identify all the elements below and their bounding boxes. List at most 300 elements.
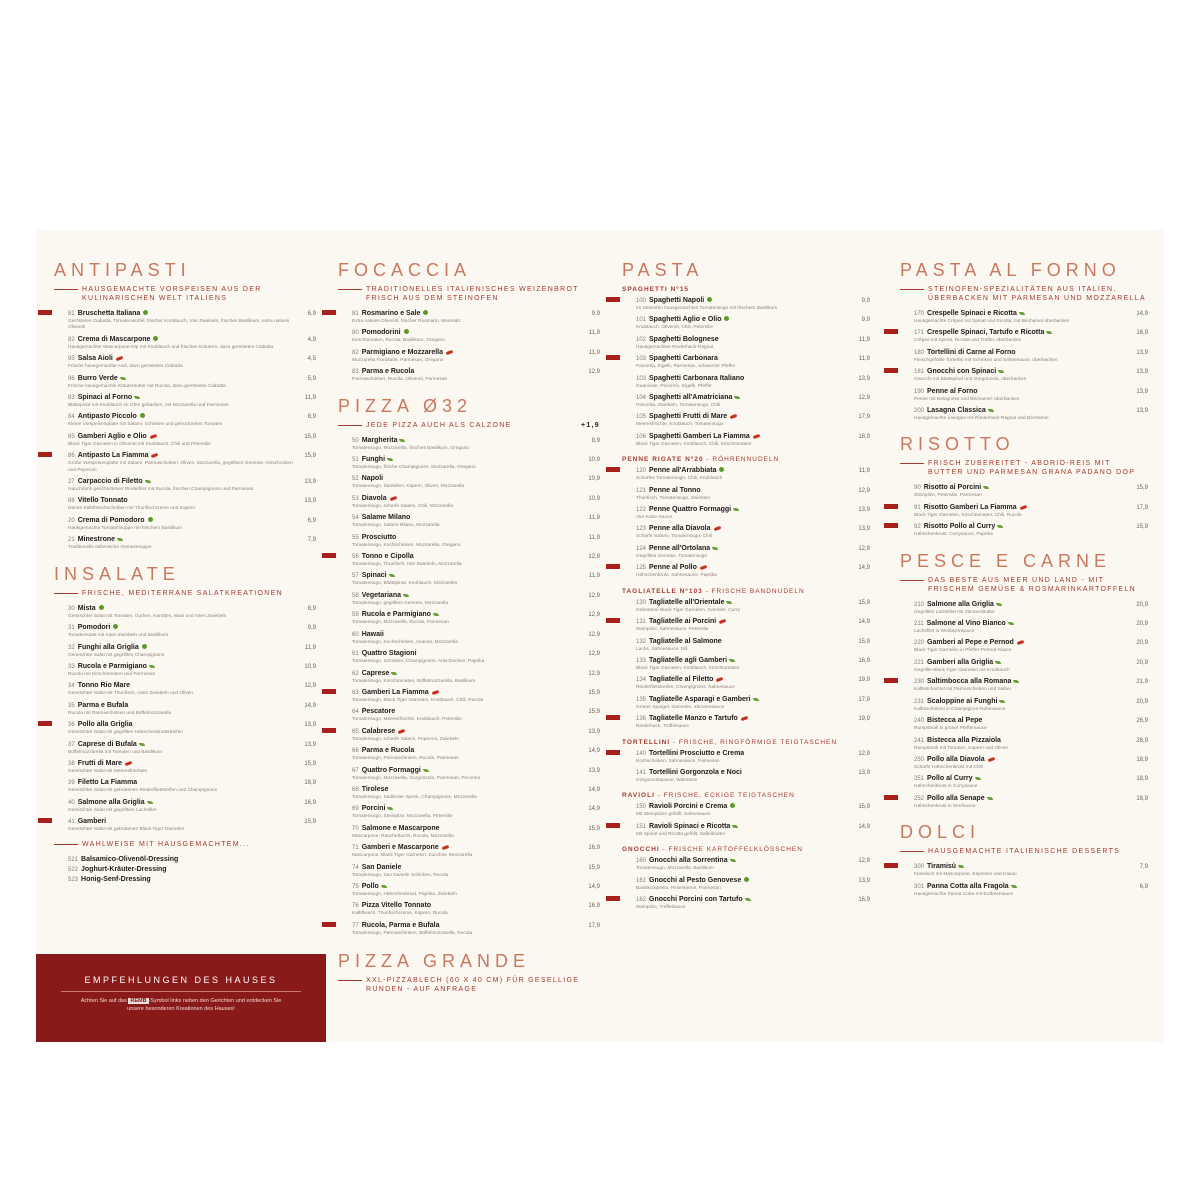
menu-item — [900, 522, 1148, 538]
house-recommendation-badge — [606, 823, 620, 828]
item-name: Salmone alla Griglia — [77, 798, 145, 806]
item-number: 102 — [636, 336, 647, 343]
menu-item — [338, 533, 600, 549]
item-name: Penne al Pollo — [649, 564, 697, 572]
menu-item-row — [352, 727, 600, 737]
item-name: Pollo alla Diavola — [927, 755, 985, 763]
item-price: 9,9 — [591, 311, 600, 317]
item-description: Gemischter Salat mit gegrillten Hähnchenbruststreifen — [68, 730, 183, 736]
item-name: Crespelle Spinaci, Tartufo e Ricotta — [927, 329, 1045, 337]
pasta-group-heading — [622, 456, 870, 463]
house-recommendation-badge — [38, 818, 52, 823]
item-description: Black Tiger Garnelen in Olivenöl mit Knoblauch, Chili und Petersilie — [68, 441, 211, 447]
pasta-group-list — [622, 598, 870, 731]
item-price: 12,9 — [858, 395, 870, 402]
menu-item — [338, 727, 600, 743]
item-price: 13,9 — [858, 769, 870, 776]
item-name: Penne all'Arrabbiata — [649, 467, 717, 475]
menu-item — [338, 309, 600, 325]
item-description: Fleischgefüllte Tortellini mit Schinken und Sahnesauce, überbacken — [914, 357, 1058, 363]
item-price: 12,9 — [858, 858, 870, 865]
menu-item — [900, 677, 1148, 693]
menu-item — [622, 315, 870, 331]
item-description: Hausgemachtes Rinderhack-Ragout — [636, 344, 714, 350]
menu-item — [900, 697, 1148, 713]
item-name: Spaghetti Frutti di Mare — [649, 413, 728, 421]
menu-item — [900, 736, 1148, 752]
item-name: Tonno Rio Mare — [77, 682, 131, 690]
chili-icon — [446, 350, 454, 355]
menu-item — [54, 740, 316, 756]
dressing-item: 523 Honig-Senf-Dressing — [68, 875, 151, 883]
menu-item — [622, 895, 870, 911]
menu-item-row — [352, 921, 600, 931]
item-description: Hauchdünn geschnittenes Rinderfilet mit Rucola, frischen Champignons und Parmesan — [68, 487, 254, 493]
pasta-group-list — [622, 296, 870, 448]
item-price: 11,9 — [858, 336, 870, 343]
item-description: Tomatensugo, Schinken, Champignons, Artischocken, Paprika — [352, 659, 485, 665]
item-price: 18,9 — [1136, 795, 1148, 802]
chili-icon — [752, 434, 760, 439]
item-description: Penne mit Bolognese und Béchamel, überbacken — [914, 396, 1020, 402]
item-name: Pollo alla Senape — [927, 794, 985, 802]
item-price: 10,9 — [304, 663, 316, 670]
item-price: 8,9 — [307, 605, 316, 612]
item-number: 81 — [68, 311, 75, 317]
item-name: Gamberi al Pepe e Pernod — [927, 639, 1014, 647]
item-name: Antipasto Piccolo — [77, 413, 137, 421]
pasta-group-list — [622, 466, 870, 579]
item-number: 252 — [914, 795, 925, 802]
item-price: 12,9 — [588, 631, 600, 638]
menu-item-row — [352, 455, 600, 465]
menu-item-row — [636, 749, 870, 759]
item-number: 35 — [68, 702, 75, 709]
item-description: Tomatensugo, Parmaschinken, Rucola, Parmesan — [352, 756, 459, 762]
menu-item-row — [68, 701, 316, 711]
leaf-icon — [389, 574, 395, 577]
menu-item — [900, 503, 1148, 519]
pasta-group-heading — [622, 588, 870, 595]
chili-icon — [730, 414, 738, 419]
item-description: Gegrillte Black Tiger Garnelen mit Knoblauch — [914, 667, 1010, 673]
item-description: Dünne Kalbfleischscheiben mit Thunfischcreme und Kapern — [68, 506, 196, 512]
item-price: 14,9 — [588, 883, 600, 890]
item-name: Rucola e Parmigiano — [77, 662, 147, 670]
item-description: Tomatensugo, Mozzarella, Basilikum — [636, 866, 714, 872]
item-price: 9,9 — [307, 625, 316, 632]
item-price: 14,9 — [588, 786, 600, 793]
menu-item — [54, 778, 316, 794]
menu-item-row — [914, 483, 1148, 493]
item-price: 15,9 — [304, 433, 316, 440]
item-name: Tirolese — [361, 785, 389, 793]
item-price: 11,9 — [588, 515, 600, 522]
focaccia-list — [338, 309, 600, 384]
vegetarian-icon — [113, 624, 118, 629]
chili-icon — [741, 716, 749, 721]
item-number: 123 — [636, 526, 647, 533]
item-description: Hausgemachte Tomatensuppe mit frischem Basilikum — [68, 525, 183, 531]
item-number: 100 — [636, 298, 647, 304]
item-number: 33 — [68, 663, 75, 670]
menu-item-row — [914, 406, 1148, 416]
menu-item — [622, 822, 870, 838]
pasta-forno-title: PASTA AL FORNO — [900, 260, 1121, 280]
item-description: Tomatensugo, Blattspinat, Knoblauch, Mozzarella — [352, 581, 458, 587]
item-name: Spaghetti Carbonara Italiano — [649, 374, 745, 382]
menu-item-row — [914, 755, 1148, 765]
item-name: Funghi — [361, 456, 386, 464]
item-price: 15,9 — [588, 864, 600, 871]
menu-item — [622, 393, 870, 409]
item-number: 60 — [352, 631, 359, 638]
item-number: 220 — [914, 640, 925, 647]
menu-item-row — [352, 513, 600, 523]
item-description: Blattspinat mit Knoblauch im Ofen gebacken, mit Mozzarella und Parmesan — [68, 403, 229, 409]
menu-item — [900, 309, 1148, 325]
vegetarian-icon — [730, 803, 735, 808]
vegetarian-icon — [724, 316, 729, 321]
menu-item-row — [636, 563, 870, 573]
item-description: Mozzarella Fiordilatte, Parmesan, Oregano — [352, 357, 444, 363]
column-2 — [338, 258, 600, 1000]
item-price: 26,9 — [1136, 718, 1148, 725]
leaf-icon — [734, 396, 740, 399]
item-name: Margherita — [361, 436, 398, 444]
item-price: 15,9 — [588, 709, 600, 716]
menu-item — [338, 785, 600, 801]
menu-item — [54, 759, 316, 775]
leaf-icon — [117, 538, 123, 541]
menu-item — [54, 412, 316, 428]
item-description: Gemischter Salat mit gegrilltem Lachsfilet — [68, 807, 157, 813]
item-number: 66 — [352, 748, 359, 755]
menu-item — [54, 516, 316, 532]
item-name: Gnocchi alla Sorrentina — [649, 857, 728, 865]
item-description: Gemischter Salat mit gebratenen Rinderfiletstreifen und Champignons — [68, 788, 218, 794]
item-price: 7,9 — [307, 537, 316, 544]
menu-item-row — [636, 315, 870, 325]
menu-item-row — [68, 335, 316, 345]
item-number: 85 — [68, 433, 75, 440]
pizza-grande-subtitle: XXL-PIZZABLECH (60 X 40 CM) FÜR GESELLIGE RUNDEN - AUF ANFRAGE — [338, 976, 600, 994]
item-number: 27 — [68, 479, 75, 486]
leaf-icon — [975, 777, 981, 780]
item-name: Pollo — [361, 882, 379, 890]
item-name: Carpaccio di Filetto — [77, 478, 143, 486]
house-recommendation-badge — [606, 355, 620, 360]
menu-item-row — [352, 474, 600, 484]
menu-item-row — [914, 638, 1148, 648]
menu-item — [338, 367, 600, 383]
item-number: 124 — [636, 545, 647, 552]
menu-item — [622, 486, 870, 502]
menu-item — [900, 619, 1148, 635]
menu-item-row — [914, 522, 1148, 532]
menu-item-row — [352, 882, 600, 892]
item-number: 83 — [352, 369, 359, 376]
item-number: 103 — [636, 356, 647, 363]
item-description: Gemischter Salat mit Meeresfrüchten — [68, 768, 148, 774]
menu-item — [54, 604, 316, 620]
item-number: 161 — [636, 877, 647, 884]
menu-item — [622, 544, 870, 560]
item-name: Filetto La Fiamma — [77, 779, 138, 787]
menu-item — [900, 367, 1148, 383]
chili-icon — [719, 619, 727, 624]
menu-item — [338, 494, 600, 510]
item-number: 81 — [352, 311, 359, 317]
item-description: Tomatensugo, Mozzarella, Gorgonzola, Parmesan, Pecorino — [352, 775, 481, 781]
menu-item — [54, 335, 316, 351]
item-price: 11,9 — [858, 356, 870, 363]
item-description: Rinderfiletstreifen, Champignons, Sahnesauce — [636, 685, 735, 691]
pesce-subtitle: DAS BESTE AUS MEER UND LAND - MIT FRISCHEM GEMÜSE & ROSMARINKARTOFFELN — [900, 576, 1148, 594]
item-description: Klassisch mit Mascarpone, Espresso und Kakao — [914, 872, 1017, 878]
item-number: 170 — [914, 311, 925, 317]
item-number: 77 — [352, 922, 359, 929]
menu-item — [622, 412, 870, 428]
item-number: 151 — [636, 823, 647, 830]
item-description: Lachsfilet in Weißweinsauce — [914, 629, 975, 635]
item-number: 56 — [352, 554, 359, 561]
leaf-icon — [997, 525, 1003, 528]
item-name: Tagliatelle al Filetto — [649, 676, 714, 684]
item-number: 221 — [914, 659, 925, 666]
menu-item — [338, 328, 600, 344]
item-description: Pancetta, Zwiebeln, Tomatensugo, Chili — [636, 403, 721, 409]
menu-item-row — [636, 544, 870, 554]
menu-item — [900, 600, 1148, 616]
pasta-title: PASTA — [622, 260, 704, 280]
item-name: Pizza Vitello Tonnato — [361, 902, 432, 910]
menu-item — [622, 524, 870, 540]
vegetarian-icon — [744, 877, 749, 882]
item-price: 11,9 — [304, 395, 316, 402]
item-name: Spinaci — [361, 572, 387, 580]
leaf-icon — [387, 807, 393, 810]
leaf-icon — [423, 769, 429, 772]
menu-item — [622, 466, 870, 482]
item-number: 20 — [68, 517, 75, 524]
menu-item — [54, 662, 316, 678]
menu-item — [338, 824, 600, 840]
item-price: 13,9 — [304, 498, 316, 505]
item-name: Tagliatelle agli Gamberi — [649, 656, 728, 664]
menu-item — [622, 876, 870, 892]
item-price: 12,9 — [858, 487, 870, 494]
menu-item-row — [68, 778, 316, 788]
risotto-title: RISOTTO — [900, 434, 1015, 455]
item-price: 12,9 — [304, 683, 316, 690]
menu-item — [900, 794, 1148, 810]
item-description: Frische hausgemachte Aioli, dazu geröstetes Ciabatta — [68, 364, 183, 370]
menu-item-row — [636, 695, 870, 705]
item-name: Gamberi — [77, 818, 107, 826]
item-number: 150 — [636, 804, 647, 811]
antipasti-subtitle: HAUSGEMACHTE VORSPEISEN AUS DER KULINARISCHEN WELT ITALIENS — [54, 285, 316, 303]
item-number: 250 — [914, 756, 925, 763]
menu-item-row — [68, 720, 316, 730]
item-description: Mit Spinat und Ricotta gefüllt, Salbeibutter — [636, 831, 726, 837]
menu-item — [54, 798, 316, 814]
item-name: Ravioli Spinaci e Ricotta — [649, 822, 731, 830]
item-description: Tomatensugo, Salami Milano, Mozzarella — [352, 523, 440, 529]
pasta-group-name: PENNE RIGATE N°20 — [622, 456, 704, 464]
item-description: Mascarpone, Räucherlachs, Rucola, Mozzarella — [352, 833, 454, 839]
item-description: Black Tiger Garnelen, Knoblauch, Chili, Kirschtomaten — [636, 441, 752, 447]
item-name: Hawaii — [361, 630, 384, 638]
item-price: 13,9 — [588, 767, 600, 774]
menu-item-row — [352, 328, 600, 338]
menu-item — [622, 505, 870, 521]
menu-item-row — [636, 335, 870, 345]
item-number: 30 — [68, 605, 75, 612]
item-description: Tomatensugo, Mozzarella, frisches Basilikum, Oregano — [352, 445, 470, 451]
item-number: 31 — [68, 625, 75, 632]
house-recommendation-badge — [38, 310, 52, 315]
item-price: 4,5 — [307, 356, 316, 363]
pasta-group-heading — [622, 739, 870, 746]
item-number: 54 — [352, 515, 359, 522]
menu-item — [54, 720, 316, 736]
item-number: 101 — [636, 317, 647, 324]
leaf-icon — [730, 859, 736, 862]
item-description: Tomatensugo, Südtiroler Speck, Champignons, Mozzarella — [352, 794, 477, 800]
pasta-group-list — [622, 749, 870, 785]
menu-item-row — [636, 714, 870, 724]
item-price: 12,9 — [588, 554, 600, 561]
item-description: Thunfisch, Tomatensugo, Zwiebeln — [636, 495, 711, 501]
item-price: 17,9 — [588, 922, 600, 929]
item-description: Vier-Käse-Sauce — [636, 515, 673, 521]
item-description: Gnocchi mit Blattspinat und Gorgonzola, überbacken — [914, 377, 1027, 383]
item-name: Salmone alla Griglia — [927, 600, 994, 608]
menu-item-row — [636, 524, 870, 534]
chili-icon — [441, 845, 449, 850]
item-price: 18,9 — [858, 433, 870, 440]
item-description: Gemischter Salat mit gebratenen Black Tiger Garnelen — [68, 827, 185, 833]
antipasti-title: ANTIPASTI — [54, 260, 191, 280]
menu-item-row — [68, 354, 316, 364]
menu-item — [338, 591, 600, 607]
item-name: Bistecca al Pepe — [927, 717, 983, 725]
item-price: 17,9 — [1136, 504, 1148, 511]
menu-item-row — [352, 863, 600, 873]
item-description: Kalbsschnitzel mit Parmaschinken und Salbei — [914, 687, 1011, 693]
menu-item — [54, 432, 316, 448]
menu-item — [622, 714, 870, 730]
menu-item-row — [914, 862, 1148, 872]
menu-item-row — [914, 309, 1148, 319]
item-name: Gnocchi al Pesto Genovese — [649, 876, 742, 884]
item-number: 301 — [914, 883, 925, 890]
item-price: 16,9 — [858, 657, 870, 664]
menu-item — [900, 755, 1148, 771]
item-name: Pollo al Curry — [927, 775, 973, 783]
vegetarian-icon — [707, 297, 712, 302]
menu-item-row — [68, 309, 316, 319]
item-number: 74 — [352, 864, 359, 871]
item-number: 63 — [352, 689, 359, 696]
vegetarian-icon — [404, 329, 409, 334]
leaf-icon — [1013, 680, 1019, 683]
menu-item — [622, 598, 870, 614]
item-name: Caprese — [361, 669, 390, 677]
item-price: 18,9 — [304, 780, 316, 787]
item-price: 20,9 — [1136, 659, 1148, 666]
item-name: Scaloppine ai Funghi — [927, 697, 998, 705]
item-name: Tagliatelle Asparagi e Gamberi — [649, 695, 751, 703]
item-description: Hähnchenbrust, Sahnesauce, Paprika — [636, 573, 717, 579]
pasta-group-heading — [622, 286, 870, 293]
item-number: 64 — [352, 709, 359, 716]
item-number: 132 — [636, 638, 647, 645]
item-name: Tonno e Cipolla — [361, 553, 414, 561]
menu-item-row — [636, 393, 870, 403]
item-number: 134 — [636, 677, 647, 684]
item-name: Mista — [77, 604, 96, 612]
item-name: Tagliatelle al Salmone — [649, 637, 722, 645]
menu-item-row — [68, 604, 316, 614]
item-description: Scharfe Salami, Tomatensugo, Chili — [636, 534, 712, 540]
item-price: 13,9 — [858, 877, 870, 884]
item-price: 13,9 — [858, 526, 870, 533]
menu-item-row — [636, 822, 870, 832]
item-name: Penne Quattro Formaggi — [649, 506, 732, 514]
item-description: Parmaschinken, Rucola, Olivenöl, Parmesan — [352, 377, 448, 383]
item-price: 13,9 — [588, 728, 600, 735]
item-number: 300 — [914, 864, 925, 871]
item-description: Lachs, Sahnesauce, Dill — [636, 646, 688, 652]
menu-item — [622, 296, 870, 312]
menu-item-row — [352, 688, 600, 698]
pasta-group-name: TAGLIATELLE N°103 — [622, 587, 703, 595]
leaf-icon — [998, 370, 1004, 373]
item-price: 19,9 — [858, 716, 870, 723]
item-price: 15,9 — [1136, 485, 1148, 492]
item-name: Diavola — [361, 494, 387, 502]
item-number: 65 — [352, 728, 359, 735]
item-name: Penne al Forno — [927, 387, 978, 395]
antipasti-list — [54, 309, 316, 552]
item-description: Büffelmozzarella mit Tomaten und Basilikum — [68, 749, 162, 755]
item-name: Salame Milano — [361, 514, 411, 522]
leaf-icon — [732, 825, 738, 828]
menu-item — [338, 436, 600, 452]
item-number: 90 — [914, 485, 921, 492]
menu-item — [54, 643, 316, 659]
menu-item — [338, 901, 600, 917]
menu-item-row — [68, 817, 316, 827]
menu-item — [54, 393, 316, 409]
item-number: 69 — [352, 806, 359, 813]
item-number: 160 — [636, 858, 647, 865]
menu-item — [338, 863, 600, 879]
menu-item — [54, 477, 316, 493]
menu-item-row — [636, 374, 870, 384]
item-price: 13,9 — [858, 507, 870, 514]
menu-item — [622, 802, 870, 818]
leaf-icon — [1019, 312, 1025, 315]
menu-item — [338, 746, 600, 762]
menu-item-row — [68, 516, 316, 526]
item-number: 34 — [68, 683, 75, 690]
menu-item — [900, 882, 1148, 898]
item-number: 86 — [68, 453, 75, 460]
item-description: Pancetta, Eigelb, Parmesan, schwarzer Pfeffer — [636, 364, 736, 370]
